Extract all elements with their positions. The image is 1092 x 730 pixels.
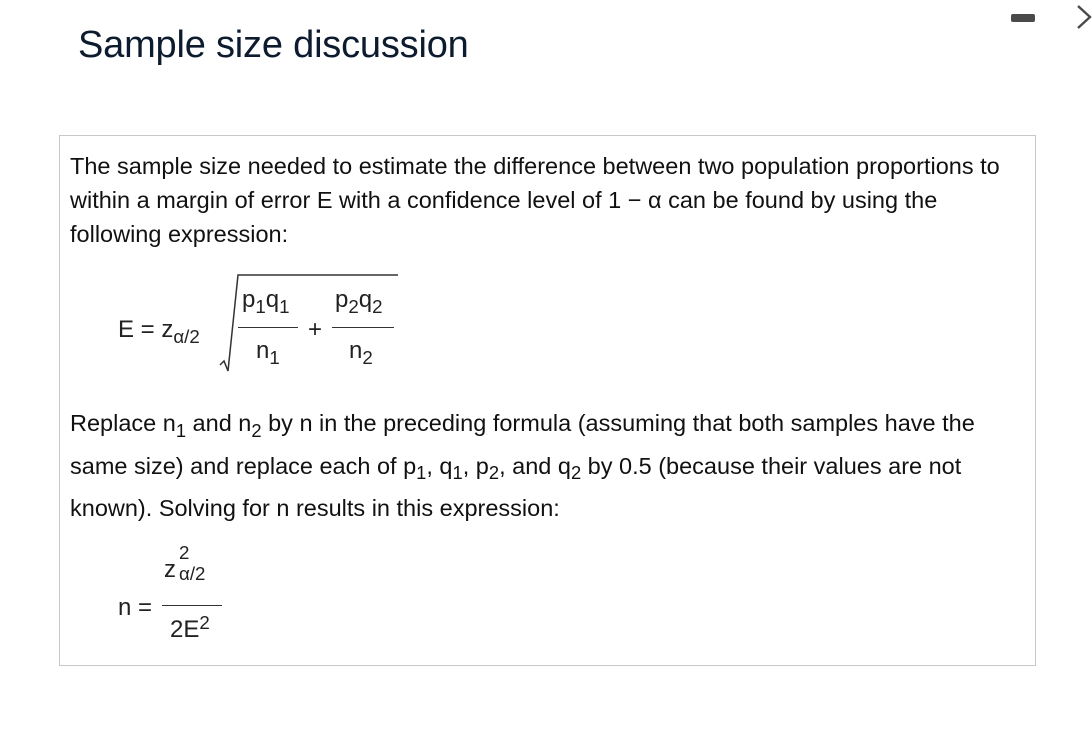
formula2-numerator: z 2 α/2 [164,542,206,584]
formula1-lhs: $E = z_{\alpha/2}$ [118,316,200,347]
formula2-bar [162,605,222,606]
fraction1-numerator: $p_1q_1$ [242,286,290,317]
formula2-lhs: n = [118,594,153,621]
intro-paragraph: The sample size needed to estimate the difference between two population proportions to within a margin of error E with a confidence level of 1 − α can be found by using the following expression: [70,153,1000,247]
fraction2-denominator: $n_2$ [349,337,373,368]
fraction2-numerator: $p_2q_2$ [335,286,383,317]
close-icon[interactable] [1072,2,1092,32]
replace-paragraph: Replace $n_1$ and $n_2$ by n in the preceding formula (assuming that both samples have the same size) and replace each of $p_1$, $q_1$, $p_2$, and $q_2$ by 0.5 (because their values are not known). Solving for n results in this expression: [70,410,975,521]
fraction1-denominator: $n_1$ [256,337,280,368]
discussion-panel [59,135,1036,666]
formula2-denominator: $2E^2$ [170,611,210,643]
plus-sign: + [308,316,323,343]
fraction2-bar [332,327,394,328]
page-title: Sample size discussion [78,24,469,66]
minimize-icon[interactable] [1011,14,1035,22]
fraction1-bar [238,327,298,328]
